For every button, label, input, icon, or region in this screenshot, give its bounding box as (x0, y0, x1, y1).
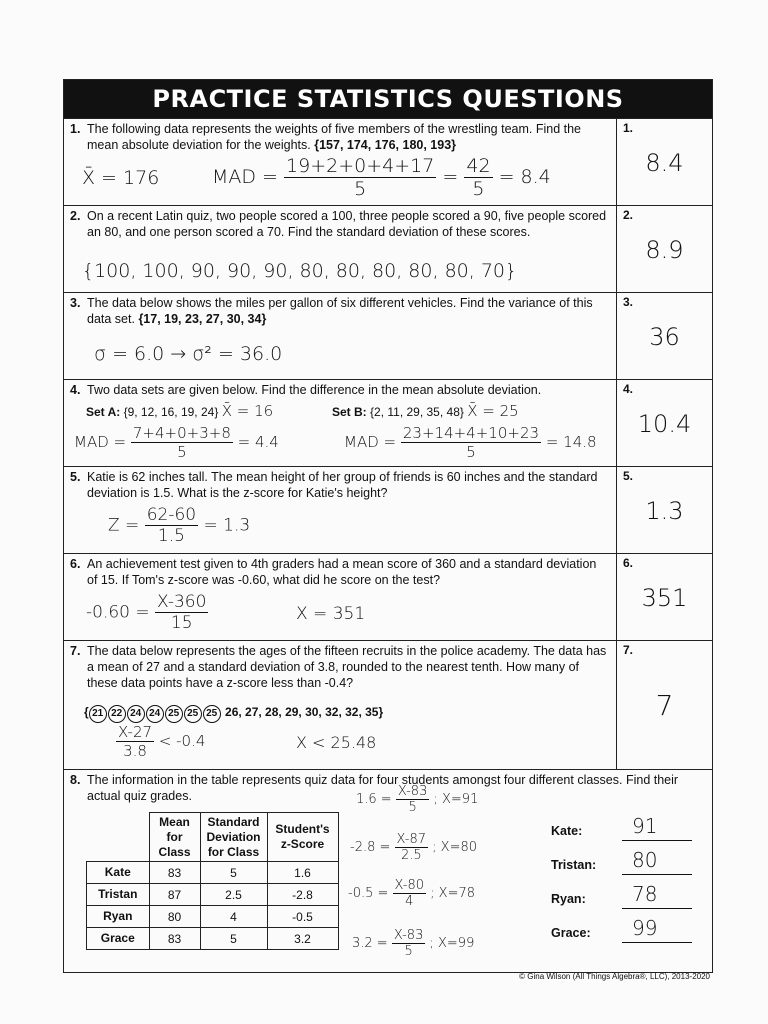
q1-mad-numerator: 19+2+0+4+17 (286, 155, 435, 177)
circled-age: 25 (184, 705, 202, 723)
table-row: Kate 83 5 1.6 (87, 862, 339, 884)
q5-text: Katie is 62 inches tall. The mean height of her group of friends is 60 inches and the standard deviation is 1.5. What is the z-score for Katie's height? (87, 470, 598, 500)
q5-work: Z = $\frac{62-60}{1.5}$ = 1.3 (108, 505, 251, 546)
circled-age: 24 (146, 705, 164, 723)
table-row: Grace 83 5 3.2 (87, 928, 339, 950)
question-6: 6. An achievement test given to 4th graders had a mean score of 360 and a standard deviation of 15. If Tom's z-score was -0.60, what did he score on the test? -0.60 = $\frac{X-360}{15}$ X = 351 6. 351 (64, 553, 712, 640)
question-8: 8. The information in the table represents quiz data for four students amongst four different classes. Find their actual quiz grades. Mean for Class Standard Deviation for Class Student's z-Score Kate 83 5 1.6 Tristan 87 2.5 -2.8 Ryan 80 4 -0.5 Grace 83 5 3.2 1.6 = $\frac{X-83}{5}$ ; X=91 -2.8 = $\frac{X-87}{2.5}$ ; X=80 -0.5 = $\frac{X-80}{4}$ ; X=78 3.2 = $\frac{X-83}{5}$ ; X=99 Kate: 91 Tristan: 80 Ryan: 78 Grace: 99 (64, 769, 712, 972)
q4-set-a: Set A: {9, 12, 16, 19, 24} X̄ = 16 (86, 402, 274, 420)
q8-work-kate: 1.6 = $\frac{X-83}{5}$ ; X=91 (356, 784, 479, 815)
q7-result: X < 25.48 (296, 733, 377, 752)
q2-work: {100, 100, 90, 90, 90, 80, 80, 80, 80, 80, 70} (82, 260, 518, 282)
worksheet (63, 79, 713, 973)
q1-mean-work: X̄ = 176 (82, 167, 160, 189)
question-7: 7. The data below represents the ages of the fifteen recruits in the police academy. The data has a mean of 27 and a standard deviation of 3.8, rounded to the nearest tenth. How many of these data points have a z-score less than -0.4? { 21 22 24 24 25 25 25 26, 27, 28, 29, 30, 32, 32, 35} $\frac{X-27}{3.8}$ < -0.4 X < 25.48 7. 7 (64, 640, 712, 769)
q3-answer: 36 (649, 323, 680, 351)
q7-work: $\frac{X-27}{3.8}$ < -0.4 (118, 723, 206, 760)
q8-work-ryan: -0.5 = $\frac{X-80}{4}$ ; X=78 (348, 878, 476, 909)
circled-age: 25 (203, 705, 221, 723)
q4-set-b: Set B: {2, 11, 29, 35, 48} X̄ = 25 (332, 402, 519, 420)
q6-result: X = 351 (296, 604, 366, 624)
q6-work: -0.60 = $\frac{X-360}{15}$ (86, 592, 207, 633)
answer-ryan: 78 (632, 882, 658, 906)
question-4: 4. Two data sets are given below. Find the difference in the mean absolute deviation. Set A: {9, 12, 16, 19, 24} X̄ = 16 Set B: {2, 11, 29, 35, 48} X̄ = 25 MAD = $\frac{7+4+0+3+8}{5}$ = 4.4 MAD = $\frac{23+14+4+10+23}{5}$ = 14.8 4. 10.4 (64, 379, 712, 466)
q6-text: An achievement test given to 4th graders had a mean score of 360 and a standard deviation of 15. If Tom's z-score was -0.60, what did he score on the test? (87, 557, 597, 587)
answer-label-ryan: Ryan: (551, 892, 586, 906)
copyright-footer: © Gina Wilson (All Things Algebra®, LLC), 2013-2020 (519, 972, 710, 981)
q1-answer: 8.4 (645, 149, 684, 177)
question-3: 3. The data below shows the miles per gallon of six different vehicles. Find the variance of this data set. {17, 19, 23, 27, 30, 34} σ = 6.0 → σ² = 36.0 3. 36 (64, 292, 712, 379)
answer-label-grace: Grace: (551, 926, 591, 940)
answer-label-kate: Kate: (551, 824, 583, 838)
answer-grace: 99 (632, 916, 658, 940)
question-1: 1. The following data represents the weights of five members of the wrestling team. Find the mean absolute deviation for the weights. {157, 174, 176, 180, 193} X̄ = 176 MAD = $\frac{19+2+0+4+17}{5}$ = $\frac{42}{5}$ = 8.4 1. 8.4 (64, 118, 712, 205)
q6-answer: 351 (641, 584, 688, 612)
answer-label-tristan: Tristan: (551, 858, 597, 872)
q2-answer: 8.9 (645, 236, 684, 264)
q2-text: On a recent Latin quiz, two people scored a 100, three people scored a 90, five people scored an 80, and one person scored a 70. Find the standard deviation of these scores. (87, 209, 607, 239)
q5-answer: 1.3 (645, 497, 684, 525)
q4-mad-a: MAD = $\frac{7+4+0+3+8}{5}$ = 4.4 (74, 424, 279, 461)
answer-kate: 91 (632, 814, 658, 838)
circled-age: 24 (127, 705, 145, 723)
q8-work-grace: 3.2 = $\frac{X-83}{5}$ ; X=99 (352, 928, 475, 959)
quiz-data-table: Mean for Class Standard Deviation for Class Student's z-Score Kate 83 5 1.6 Tristan 87 2.5 -2.8 Ryan 80 4 -0.5 Grace 83 5 3.2 (86, 812, 339, 950)
question-2: 2. On a recent Latin quiz, two people scored a 100, three people scored a 90, five people scored an 80, and one person scored a 70. Find the standard deviation of these scores. {100, 100, 90, 90, 90, 80, 80, 80, 80, 80, 70} 2. 8.9 (64, 205, 712, 292)
q7-text: The data below represents the ages of the fifteen recruits in the police academy. The data has a mean of 27 and a standard deviation of 3.8, rounded to the nearest tenth. How many of these data points have a z-score less than -0.4? (87, 644, 607, 690)
circled-age: 25 (165, 705, 183, 723)
table-row: Tristan 87 2.5 -2.8 (87, 884, 339, 906)
q8-work-tristan: -2.8 = $\frac{X-87}{2.5}$ ; X=80 (350, 832, 478, 863)
q3-data: {17, 19, 23, 27, 30, 34} (138, 312, 267, 326)
q1-number: 1. (70, 122, 81, 136)
q1-mad-work: MAD = $\frac{19+2+0+4+17}{5}$ = $\frac{42}{5}$ = 8.4 (212, 155, 551, 200)
q4-answer: 10.4 (637, 410, 692, 438)
q1-text: The following data represents the weights of five members of the wrestling team. Find the mean absolute deviation for the weights. (87, 122, 581, 152)
table-row: Ryan 80 4 -0.5 (87, 906, 339, 928)
q4-mad-b: MAD = $\frac{23+14+4+10+23}{5}$ = 14.8 (344, 424, 597, 461)
q3-work: σ = 6.0 → σ² = 36.0 (94, 343, 283, 365)
worksheet-title: PRACTICE STATISTICS QUESTIONS (64, 80, 712, 118)
q1-data: {157, 174, 176, 180, 193} (314, 138, 457, 152)
question-5: 5. Katie is 62 inches tall. The mean height of her group of friends is 60 inches and the standard deviation is 1.5. What is the z-score for Katie's height? Z = $\frac{62-60}{1.5}$ = 1.3 5. 1.3 (64, 466, 712, 553)
circled-age: 21 (89, 705, 107, 723)
answer-tristan: 80 (632, 848, 658, 872)
q4-text: Two data sets are given below. Find the difference in the mean absolute deviation. (87, 383, 542, 397)
q8-text: The information in the table represents quiz data for four students amongst four different classes. Find their actual quiz grades. (87, 773, 679, 803)
q7-data: { 21 22 24 24 25 25 25 26, 27, 28, 29, 30, 32, 32, 35} (84, 705, 383, 723)
q7-answer: 7 (655, 689, 674, 722)
q1-mad-denominator: 5 (354, 178, 367, 200)
q3-text: The data below shows the miles per gallon of six different vehicles. Find the variance of this data set. (87, 296, 593, 326)
circled-age: 22 (108, 705, 126, 723)
